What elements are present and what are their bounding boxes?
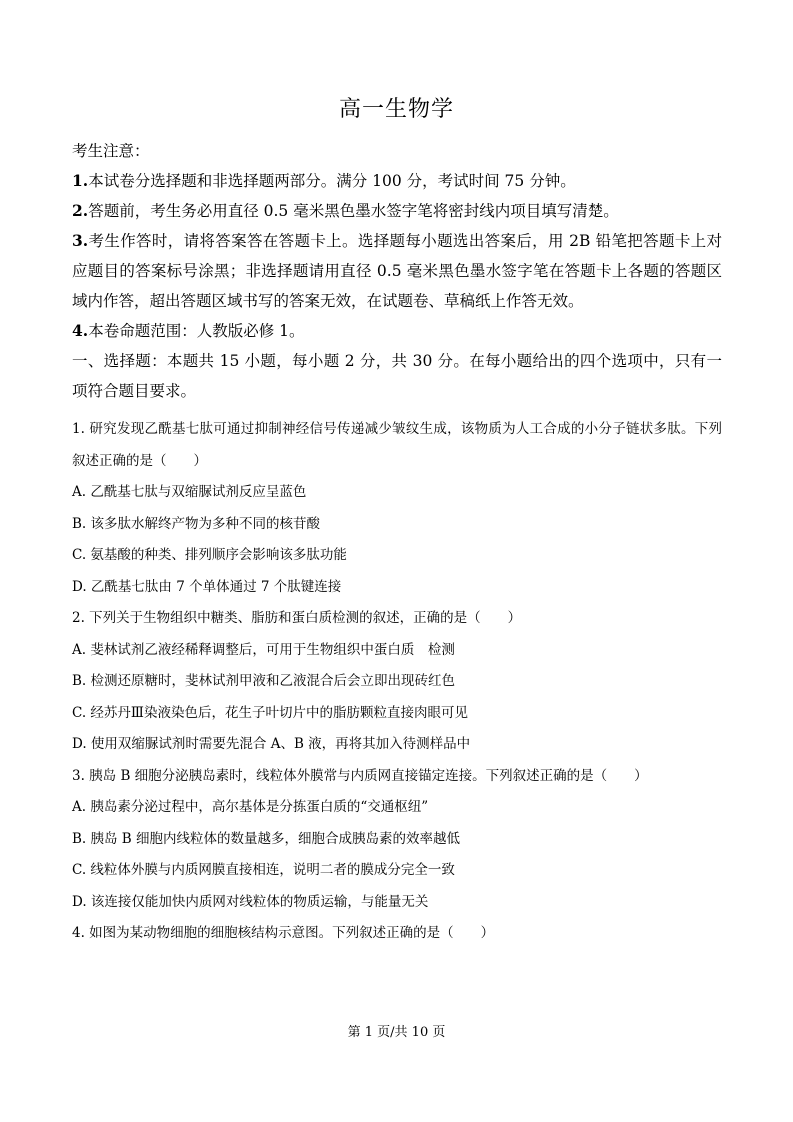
notice-item	[72, 316, 722, 346]
question-stem: 1. 研究发现乙酰基七肽可通过抑制神经信号传递减少皱纹生成，该物质为人工合成的小分子链状多肽。下列叙述正确的是（ ）	[72, 421, 722, 469]
option-c: C. 线粒体外膜与内质网膜直接相连，说明二者的膜成分完全一致	[72, 862, 455, 878]
option-b: B. 检测还原糖时，斐林试剂甲液和乙液混合后会立即出现砖红色	[72, 673, 456, 689]
option-d: D. 使用双缩脲试剂时需要先混合 A、B 液，再将其加入待测样品中	[72, 736, 471, 752]
notice-item	[72, 196, 722, 226]
option-a: A. 胰岛素分泌过程中，高尔基体是分拣蛋白质的“交通枢纽”	[72, 799, 429, 815]
option-d: D. 该连接仅能加快内质网对线粒体的物质运输，与能量无关	[72, 893, 429, 910]
question-2	[72, 603, 722, 761]
question-list	[72, 414, 722, 950]
section-heading: 一、选择题：本题共 15 小题，每小题 2 分，共 30 分。在每小题给出的四个选项中，只有一项符合题目要求。	[72, 352, 722, 400]
page-footer: 第 1 页/共 10 页	[347, 1025, 446, 1040]
option-b: B. 胰岛 B 细胞内线粒体的数量越多，细胞合成胰岛素的效率越低	[72, 830, 461, 847]
question-3	[72, 761, 722, 919]
option-d: D. 乙酰基七肽由 7 个单体通过 7 个肽键连接	[72, 578, 342, 595]
notice-item	[72, 226, 722, 316]
notice-text: 考生作答时，请将答案答在答题卡上。选择题每小题选出答案后，用 2B 铅笔把答题卡上对应题目的答案标号涂黑；非选择题请用直径 0.5 毫米黑色墨水签字笔在答题卡上各题的答题区域内作答，超出答题区域书写的答案无效，在试题卷、草稿纸上作答无效。	[72, 232, 722, 310]
question-stem: 4. 如图为某动物细胞的细胞核结构示意图。下列叙述正确的是（ ）	[72, 925, 495, 941]
notice-number: 2.	[72, 201, 89, 220]
option-b: B. 该多肽水解终产物为多种不同的核苷酸	[72, 515, 321, 532]
question-1	[72, 414, 722, 603]
question-stem: 3. 胰岛 B 细胞分泌胰岛素时，线粒体外膜常与内质网直接锚定连接。下列叙述正确的是（ ）	[72, 767, 648, 784]
option-a: A. 乙酰基七肽与双缩脲试剂反应呈蓝色	[72, 484, 307, 500]
notice-number: 1.	[72, 171, 89, 190]
notice-item	[72, 166, 722, 196]
option-a: A. 斐林试剂乙液经稀释调整后，可用于生物组织中蛋白质 检测	[72, 641, 455, 658]
notice-text: 本卷命题范围：人教版必修 1。	[88, 322, 305, 340]
question-4	[72, 918, 722, 950]
notice-block	[72, 136, 722, 406]
page-title: 高一生物学	[338, 97, 454, 122]
option-c: C. 氨基酸的种类、排列顺序会影响该多肽功能	[72, 547, 347, 563]
notice-number: 3.	[72, 231, 89, 250]
option-c: C. 经苏丹Ⅲ染液染色后，花生子叶切片中的脂肪颗粒直接肉眼可见	[72, 704, 468, 721]
notice-number: 4.	[72, 321, 89, 340]
notice-text: 本试卷分选择题和非选择题两部分。满分 100 分，考试时间 75 分钟。	[88, 172, 576, 190]
question-stem: 2. 下列关于生物组织中糖类、脂肪和蛋白质检测的叙述，正确的是（ ）	[72, 610, 522, 626]
notice-text: 答题前，考生务必用直径 0.5 毫米黑色墨水签字笔将密封线内项目填写清楚。	[88, 202, 619, 220]
notice-heading: 考生注意：	[72, 142, 150, 160]
